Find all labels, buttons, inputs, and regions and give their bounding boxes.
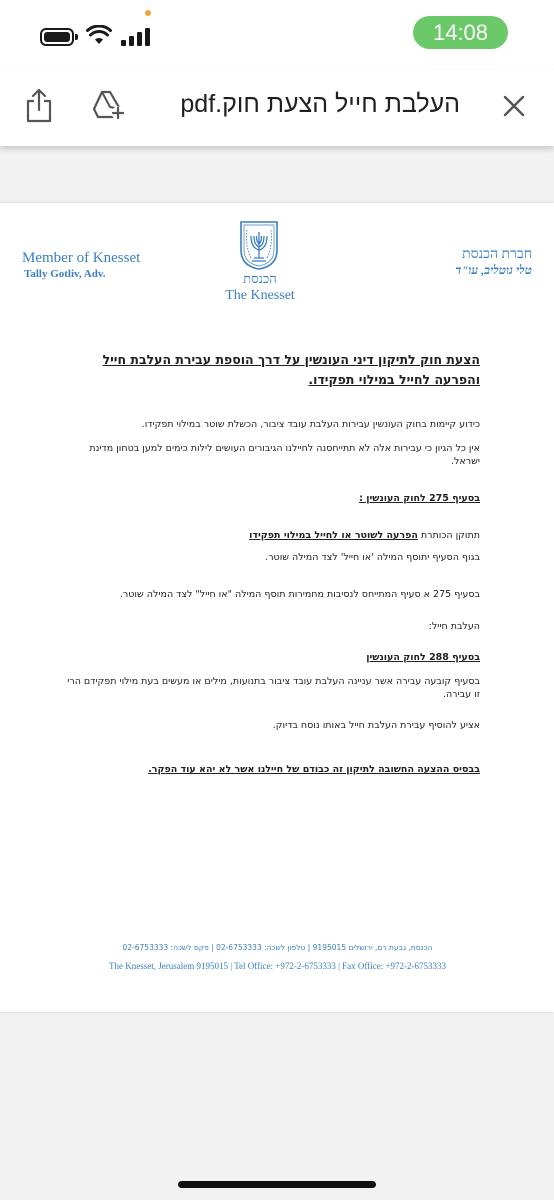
section-275-line-1-title: הפרעה לשוטר או לחייל במילוי תפקידו bbox=[249, 530, 418, 541]
privacy-indicator-dot bbox=[145, 10, 151, 16]
status-time[interactable]: 14:08 bbox=[413, 16, 508, 49]
letterhead-knesset-he: הכנסת bbox=[243, 271, 277, 286]
document-title: העלבת חייל הצעת חוק.pdf bbox=[180, 90, 460, 118]
document-heading: הצעת חוק לתיקון דיני העונשין על דרך הוספת עבירת העלבת חייל והפרעה לחייל במילוי תפקידו. bbox=[102, 352, 480, 387]
closing-statement: בבסיס ההצעה החשובה לתיקון זה כבודם של חיילנו אשר לא יהא עוד הפקר. bbox=[148, 764, 480, 775]
section-288-title: בסעיף 288 לחוק העונשין bbox=[366, 652, 480, 663]
footer-contact-he: הכנסת, גבעת רם, ירושלים 9195015 | טלפון לשכה: 02-6753333 | פקס לשכה: 02-6753333 bbox=[122, 943, 433, 952]
section-275-line-1-prefix: תתוקן הכותרת bbox=[417, 530, 480, 541]
wifi-icon bbox=[86, 25, 112, 45]
footer-contact-en: The Knesset, Jerusalem 9195015 | Tel Office: +972-2-6753333 | Fax Office: +972-2-6753333 bbox=[108, 961, 447, 971]
close-icon[interactable] bbox=[502, 94, 526, 118]
battery-icon bbox=[40, 28, 78, 46]
drive-add-icon[interactable] bbox=[92, 90, 126, 120]
letterhead-name-he: טלי גוטליב, עו"ד bbox=[455, 263, 532, 277]
paragraph-2: אין כל הגיון כי עבירות אלה לא תתייחסנה לחיילנו הגיבורים העושים לילות כימים למען בטחון מדינת ישראל. bbox=[89, 443, 480, 467]
document-body bbox=[64, 350, 480, 776]
section-275-line-2: בגוף הסעיף יתוסף המילה 'או חייל' לצד המילה שוטר. bbox=[265, 552, 480, 563]
section-275-line-3: בסעיף 275 א סעיף המתייחס לנסיבות מחמירות תוסף המילה "או חייל" לצד המילה שוטר. bbox=[119, 589, 480, 600]
viewer-header bbox=[0, 70, 554, 146]
letterhead-member-he: חברת הכנסת bbox=[462, 247, 532, 262]
section-288-paragraph: בסעיף קובעה עבירה אשר עניינה העלבת עובד ציבור בתנועות, מילים או מעשים בעת מילוי תפקידם הרי זו עבירה. bbox=[67, 676, 480, 700]
home-indicator[interactable] bbox=[178, 1181, 376, 1188]
knesset-emblem-icon bbox=[237, 220, 281, 270]
share-icon[interactable] bbox=[25, 88, 53, 124]
letterhead-knesset-en: The Knesset bbox=[225, 288, 295, 303]
paragraph-1: כידוע קיימות בחוק העונשין עבירות העלבת עובד ציבור, הכשלת שוטר במילוי תפקידו. bbox=[141, 419, 480, 430]
pdf-page[interactable] bbox=[0, 203, 554, 1012]
letterhead-name-en: Tally Gotliv, Adv. bbox=[24, 268, 106, 280]
section-288-paragraph-2: אציע להוסיף עבירת העלבת חייל באותו נוסח בדיוק. bbox=[272, 720, 480, 731]
letterhead-member-en: Member of Knesset bbox=[22, 250, 141, 266]
section-275-line-1 bbox=[64, 529, 480, 542]
section-275-title: בסעיף 275 לחוק העונשין : bbox=[359, 493, 480, 504]
section-288-label: העלבת חייל: bbox=[428, 621, 480, 632]
cellular-signal-icon bbox=[121, 28, 151, 46]
status-bar bbox=[0, 0, 554, 70]
